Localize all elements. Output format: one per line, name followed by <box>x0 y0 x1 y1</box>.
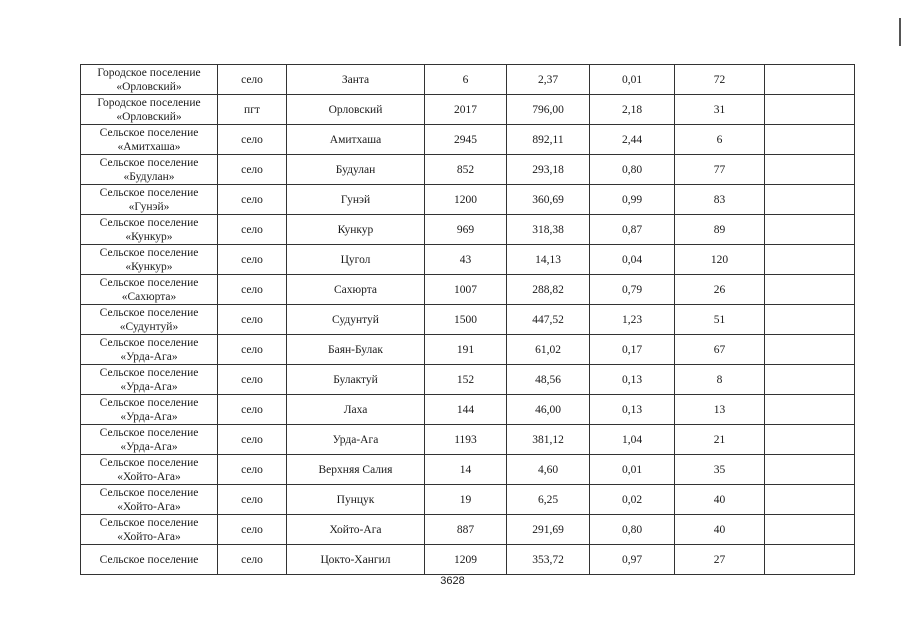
empty-cell <box>765 395 855 425</box>
share-cell: 0,01 <box>590 65 675 95</box>
table-row <box>81 245 855 275</box>
population-cell: 152 <box>425 365 507 395</box>
distance-cell: 40 <box>675 485 765 515</box>
locality-name-cell: Орловский <box>287 95 425 125</box>
area-cell: 892,11 <box>507 125 590 155</box>
area-cell: 381,12 <box>507 425 590 455</box>
empty-cell <box>765 305 855 335</box>
population-cell: 144 <box>425 395 507 425</box>
population-cell: 2017 <box>425 95 507 125</box>
type-cell: село <box>218 125 287 155</box>
locality-name-cell: Баян-Булак <box>287 335 425 365</box>
empty-cell <box>765 515 855 545</box>
locality-name-cell: Цугол <box>287 245 425 275</box>
empty-cell <box>765 485 855 515</box>
distance-cell: 51 <box>675 305 765 335</box>
locality-name-cell: Булактуй <box>287 365 425 395</box>
type-cell: село <box>218 245 287 275</box>
share-cell: 1,04 <box>590 425 675 455</box>
area-cell: 14,13 <box>507 245 590 275</box>
distance-cell: 83 <box>675 185 765 215</box>
page-number: 3628 <box>440 575 465 587</box>
area-cell: 293,18 <box>507 155 590 185</box>
share-cell: 0,13 <box>590 365 675 395</box>
settlement-cell: Сельское поселение «Гунэй» <box>81 185 218 215</box>
share-cell: 0,79 <box>590 275 675 305</box>
share-cell: 0,13 <box>590 395 675 425</box>
type-cell: село <box>218 335 287 365</box>
distance-cell: 6 <box>675 125 765 155</box>
empty-cell <box>765 155 855 185</box>
population-cell: 1193 <box>425 425 507 455</box>
area-cell: 318,38 <box>507 215 590 245</box>
table-row <box>81 365 855 395</box>
empty-cell <box>765 185 855 215</box>
distance-cell: 13 <box>675 395 765 425</box>
type-cell: село <box>218 545 287 575</box>
settlement-cell: Городское поселение «Орловский» <box>81 65 218 95</box>
type-cell: пгт <box>218 95 287 125</box>
population-cell: 1209 <box>425 545 507 575</box>
table-row <box>81 95 855 125</box>
empty-cell <box>765 215 855 245</box>
scan-edge-mark <box>899 18 901 46</box>
area-cell: 2,37 <box>507 65 590 95</box>
settlement-cell: Сельское поселение «Хойто-Ага» <box>81 485 218 515</box>
settlement-cell: Сельское поселение «Будулан» <box>81 155 218 185</box>
population-cell: 1200 <box>425 185 507 215</box>
type-cell: село <box>218 485 287 515</box>
settlement-cell: Сельское поселение «Кункур» <box>81 245 218 275</box>
settlement-cell: Городское поселение «Орловский» <box>81 95 218 125</box>
share-cell: 0,04 <box>590 245 675 275</box>
settlement-cell: Сельское поселение «Хойто-Ага» <box>81 515 218 545</box>
locality-name-cell: Амитхаша <box>287 125 425 155</box>
table-row <box>81 485 855 515</box>
locality-name-cell: Пунцук <box>287 485 425 515</box>
table-row <box>81 125 855 155</box>
share-cell: 0,99 <box>590 185 675 215</box>
population-cell: 1500 <box>425 305 507 335</box>
settlement-cell: Сельское поселение «Кункур» <box>81 215 218 245</box>
table-row <box>81 275 855 305</box>
area-cell: 6,25 <box>507 485 590 515</box>
population-cell: 2945 <box>425 125 507 155</box>
population-cell: 6 <box>425 65 507 95</box>
distance-cell: 120 <box>675 245 765 275</box>
table-row <box>81 305 855 335</box>
table-row <box>81 515 855 545</box>
table-row <box>81 455 855 485</box>
table-row <box>81 545 855 575</box>
locality-name-cell: Занта <box>287 65 425 95</box>
area-cell: 447,52 <box>507 305 590 335</box>
distance-cell: 40 <box>675 515 765 545</box>
settlement-cell: Сельское поселение <box>81 545 218 575</box>
table-row <box>81 215 855 245</box>
population-cell: 191 <box>425 335 507 365</box>
type-cell: село <box>218 305 287 335</box>
table-row <box>81 425 855 455</box>
type-cell: село <box>218 455 287 485</box>
share-cell: 2,44 <box>590 125 675 155</box>
area-cell: 796,00 <box>507 95 590 125</box>
type-cell: село <box>218 395 287 425</box>
distance-cell: 8 <box>675 365 765 395</box>
type-cell: село <box>218 365 287 395</box>
empty-cell <box>765 65 855 95</box>
population-cell: 43 <box>425 245 507 275</box>
settlement-cell: Сельское поселение «Сахюрта» <box>81 275 218 305</box>
distance-cell: 31 <box>675 95 765 125</box>
settlement-cell: Сельское поселение «Урда-Ага» <box>81 365 218 395</box>
locality-name-cell: Хойто-Ага <box>287 515 425 545</box>
type-cell: село <box>218 65 287 95</box>
area-cell: 4,60 <box>507 455 590 485</box>
share-cell: 0,87 <box>590 215 675 245</box>
population-cell: 19 <box>425 485 507 515</box>
area-cell: 360,69 <box>507 185 590 215</box>
locality-name-cell: Гунэй <box>287 185 425 215</box>
distance-cell: 26 <box>675 275 765 305</box>
population-cell: 14 <box>425 455 507 485</box>
table-body <box>81 65 855 575</box>
distance-cell: 77 <box>675 155 765 185</box>
type-cell: село <box>218 275 287 305</box>
area-cell: 288,82 <box>507 275 590 305</box>
share-cell: 1,23 <box>590 305 675 335</box>
area-cell: 61,02 <box>507 335 590 365</box>
empty-cell <box>765 125 855 155</box>
locality-name-cell: Лаха <box>287 395 425 425</box>
share-cell: 2,18 <box>590 95 675 125</box>
locality-name-cell: Будулан <box>287 155 425 185</box>
empty-cell <box>765 425 855 455</box>
type-cell: село <box>218 215 287 245</box>
settlement-cell: Сельское поселение «Судунтуй» <box>81 305 218 335</box>
settlements-table <box>80 64 855 575</box>
locality-name-cell: Кункур <box>287 215 425 245</box>
share-cell: 0,80 <box>590 155 675 185</box>
share-cell: 0,97 <box>590 545 675 575</box>
locality-name-cell: Цокто-Хангил <box>287 545 425 575</box>
empty-cell <box>765 455 855 485</box>
settlement-cell: Сельское поселение «Урда-Ага» <box>81 335 218 365</box>
settlement-cell: Сельское поселение «Хойто-Ага» <box>81 455 218 485</box>
area-cell: 48,56 <box>507 365 590 395</box>
share-cell: 0,80 <box>590 515 675 545</box>
table-row <box>81 185 855 215</box>
area-cell: 291,69 <box>507 515 590 545</box>
empty-cell <box>765 545 855 575</box>
type-cell: село <box>218 185 287 215</box>
share-cell: 0,17 <box>590 335 675 365</box>
table-row <box>81 65 855 95</box>
locality-name-cell: Урда-Ага <box>287 425 425 455</box>
share-cell: 0,01 <box>590 455 675 485</box>
distance-cell: 35 <box>675 455 765 485</box>
distance-cell: 27 <box>675 545 765 575</box>
distance-cell: 21 <box>675 425 765 455</box>
distance-cell: 89 <box>675 215 765 245</box>
locality-name-cell: Сахюрта <box>287 275 425 305</box>
locality-name-cell: Верхняя Салия <box>287 455 425 485</box>
population-cell: 887 <box>425 515 507 545</box>
type-cell: село <box>218 425 287 455</box>
population-cell: 852 <box>425 155 507 185</box>
empty-cell <box>765 335 855 365</box>
settlement-cell: Сельское поселение «Амитхаша» <box>81 125 218 155</box>
empty-cell <box>765 245 855 275</box>
distance-cell: 67 <box>675 335 765 365</box>
table-row <box>81 155 855 185</box>
table-row <box>81 335 855 365</box>
distance-cell: 72 <box>675 65 765 95</box>
locality-name-cell: Судунтуй <box>287 305 425 335</box>
area-cell: 46,00 <box>507 395 590 425</box>
area-cell: 353,72 <box>507 545 590 575</box>
table-row <box>81 395 855 425</box>
settlement-cell: Сельское поселение «Урда-Ага» <box>81 395 218 425</box>
population-cell: 1007 <box>425 275 507 305</box>
share-cell: 0,02 <box>590 485 675 515</box>
type-cell: село <box>218 515 287 545</box>
settlement-cell: Сельское поселение «Урда-Ага» <box>81 425 218 455</box>
population-cell: 969 <box>425 215 507 245</box>
empty-cell <box>765 95 855 125</box>
empty-cell <box>765 275 855 305</box>
empty-cell <box>765 365 855 395</box>
type-cell: село <box>218 155 287 185</box>
